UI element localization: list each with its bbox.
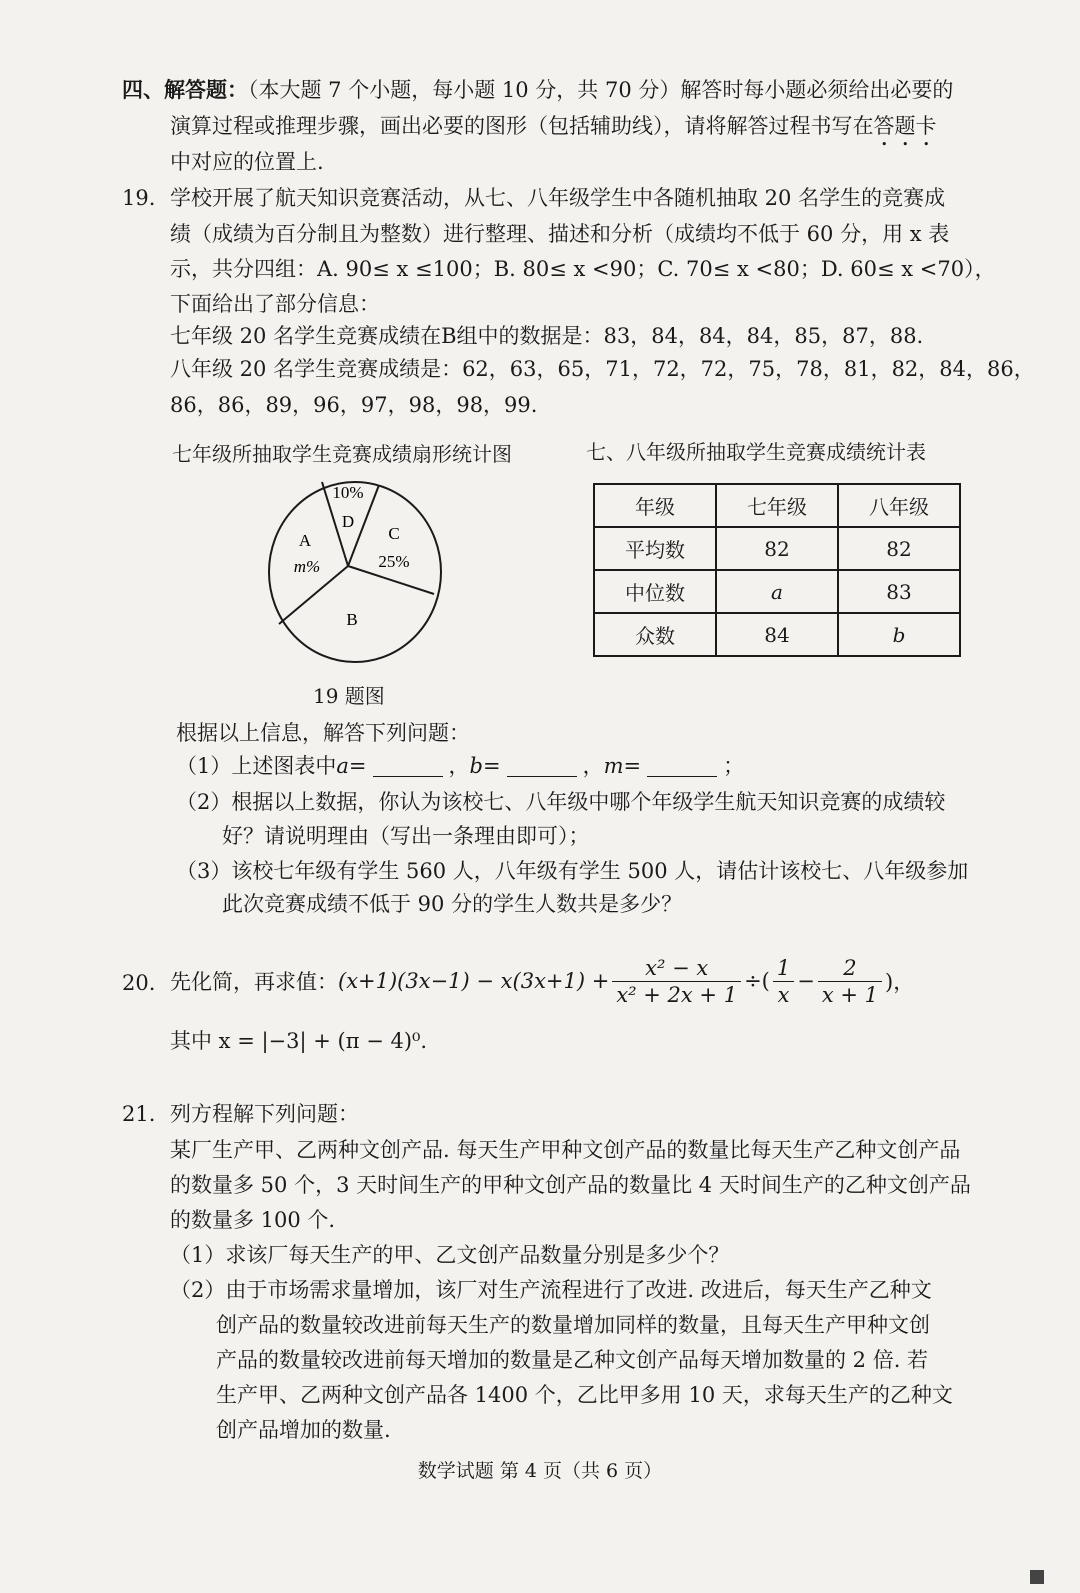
q19-grade7-data: 七年级 20 名学生竞赛成绩在B组中的数据是：83，84，84，84，85，87，88. [170,324,924,348]
table-cell: 84 [716,613,838,656]
q19-line-2: 绩（成绩为百分制且为整数）进行整理、描述和分析（成绩均不低于 60 分，用 x 表 [170,222,950,246]
qr-code-icon [1030,1570,1044,1584]
table-header: 七年级 [716,484,838,527]
fraction: $\frac{\text{x² − x}}{\text{x² + 2x + 1}}$ [612,955,741,1008]
q21-line-2: 某厂生产甲、乙两种文创产品. 每天生产甲种文创产品的数量比每天生产乙种文创产品 [170,1138,961,1162]
table-cell: 82 [838,527,960,570]
table-caption: 七、八年级所抽取学生竞赛成绩统计表 [586,440,926,464]
section-title: 四、解答题： [122,77,248,102]
pie-caption: 七年级所抽取学生竞赛成绩扇形统计图 [172,442,512,466]
q21-part-1: （1）求该厂每天生产的甲、乙文创产品数量分别是多少个？ [170,1243,730,1267]
table-cell: 众数 [594,613,716,656]
q21-line-1: 列方程解下列问题： [170,1102,359,1126]
table-header: 八年级 [838,484,960,527]
q20-expression: 先化简，再求值： (x+1)(3x−1) − x(3x+1) + $\frac{\text{x² − x}}{\text{x² + 2x + 1}}$ ÷( $\frac{1}{x}$ − $\frac{2}{x + 1}$ )， [170,955,915,1007]
q19-grade8-data-2: 86，86，89，96，97，98，98，99. [170,393,538,417]
section-line-2: 演算过程或推理步骤，画出必要的图形（包括辅助线），请将解答过程书写在 [170,114,874,138]
q19-intro: 根据以上信息，解答下列问题： [176,721,470,745]
q19-line-4: 下面给出了部分信息： [170,292,380,316]
q19-part-1: （1）上述图表中a= ，b= ，m= ； [176,754,745,778]
q20-number: 20. [122,971,156,995]
table-cell: 82 [716,527,838,570]
q19-part-2-line-1: （2）根据以上数据，你认为该校七、八年级中哪个年级学生航天知识竞赛的成绩较 [176,790,946,814]
pie-label-c-pct: 25% [378,552,410,571]
table-row [594,613,960,656]
pie-label-d-pct: 10% [332,483,364,502]
section-line-1: （本大题 7 个小题，每小题 10 分，共 70 分）解答时每小题必须给出必要的 [248,78,954,102]
pie-label-c: C [388,524,400,543]
section-heading [122,75,953,105]
q19-line-1: 学校开展了航天知识竞赛活动，从七、八年级学生中各随机抽取 20 名学生的竞赛成 [170,186,946,210]
q19-line-3: 示，共分四组：A. 90≤ x ≤100；B. 80≤ x <90；C. 70≤ x <80；D. 60≤ x <70）， [170,257,996,281]
page-footer: 数学试题 第 4 页（共 6 页） [417,1460,663,1482]
pie-label-b: B [346,610,358,629]
table-header-row [594,484,960,527]
q21-number: 21. [122,1102,156,1126]
fraction: $\frac{2}{x + 1}$ [818,955,882,1008]
table-header: 年级 [594,484,716,527]
q21-line-4: 的数量多 100 个. [170,1208,336,1232]
stats-table [593,483,961,657]
q21-part-2-line-1: （2）由于市场需求量增加，该厂对生产流程进行了改进. 改进后，每天生产乙种文 [170,1278,932,1302]
answer-blank-a[interactable] [373,754,443,777]
pie-label-d: D [341,512,355,531]
answer-blank-m[interactable] [647,754,717,777]
q21-part-2-line-2: 创产品的数量较改进前每天生产的数量增加同样的数量，且每天生产甲种文创 [216,1313,930,1337]
table-cell: b [838,613,960,656]
q19-grade8-data-1: 八年级 20 名学生竞赛成绩是：62，63，65，71，72，72，75，78，81，82，84，86， [170,357,1035,381]
q21-part-2-line-3: 产品的数量较改进前每天增加的数量是乙种文创产品每天增加数量的 2 倍. 若 [216,1348,929,1372]
table-cell: 平均数 [594,527,716,570]
figure-caption: 19 题图 [313,684,385,708]
answer-blank-b[interactable] [507,754,577,777]
section-line-2-wrap [170,111,937,151]
section-emphasis: 答题卡 [873,114,937,138]
table-row [594,527,960,570]
q19-number: 19. [122,186,156,210]
q21-line-3: 的数量多 50 个，3 天时间生产的甲种文创产品的数量比 4 天时间生产的乙种文创产品 [170,1173,971,1197]
q19-part-3-line-1: （3）该校七年级有学生 560 人，八年级有学生 500 人，请估计该校七、八年级参加 [176,859,969,883]
table-cell: a [716,570,838,613]
q19-part-2-line-2: 好？请说明理由（写出一条理由即可）； [222,824,590,848]
table-cell: 中位数 [594,570,716,613]
pie-label-a-pct: m% [293,557,321,576]
q20-line-2: 其中 x = |−3| + (π − 4)⁰. [170,1029,428,1053]
fraction: $\frac{1}{x}$ [773,955,794,1008]
table-row [594,570,960,613]
pie-chart [260,474,450,670]
section-line-4: 中对应的位置上. [170,150,324,174]
q19-part-3-line-2: 此次竞赛成绩不低于 90 分的学生人数共是多少？ [222,892,683,916]
q21-part-2-line-5: 创产品增加的数量. [216,1418,391,1442]
table-cell: 83 [838,570,960,613]
q21-part-2-line-4: 生产甲、乙两种文创产品各 1400 个，乙比甲多用 10 天，求每天生产的乙种文 [216,1383,953,1407]
pie-label-a: A [298,531,312,550]
